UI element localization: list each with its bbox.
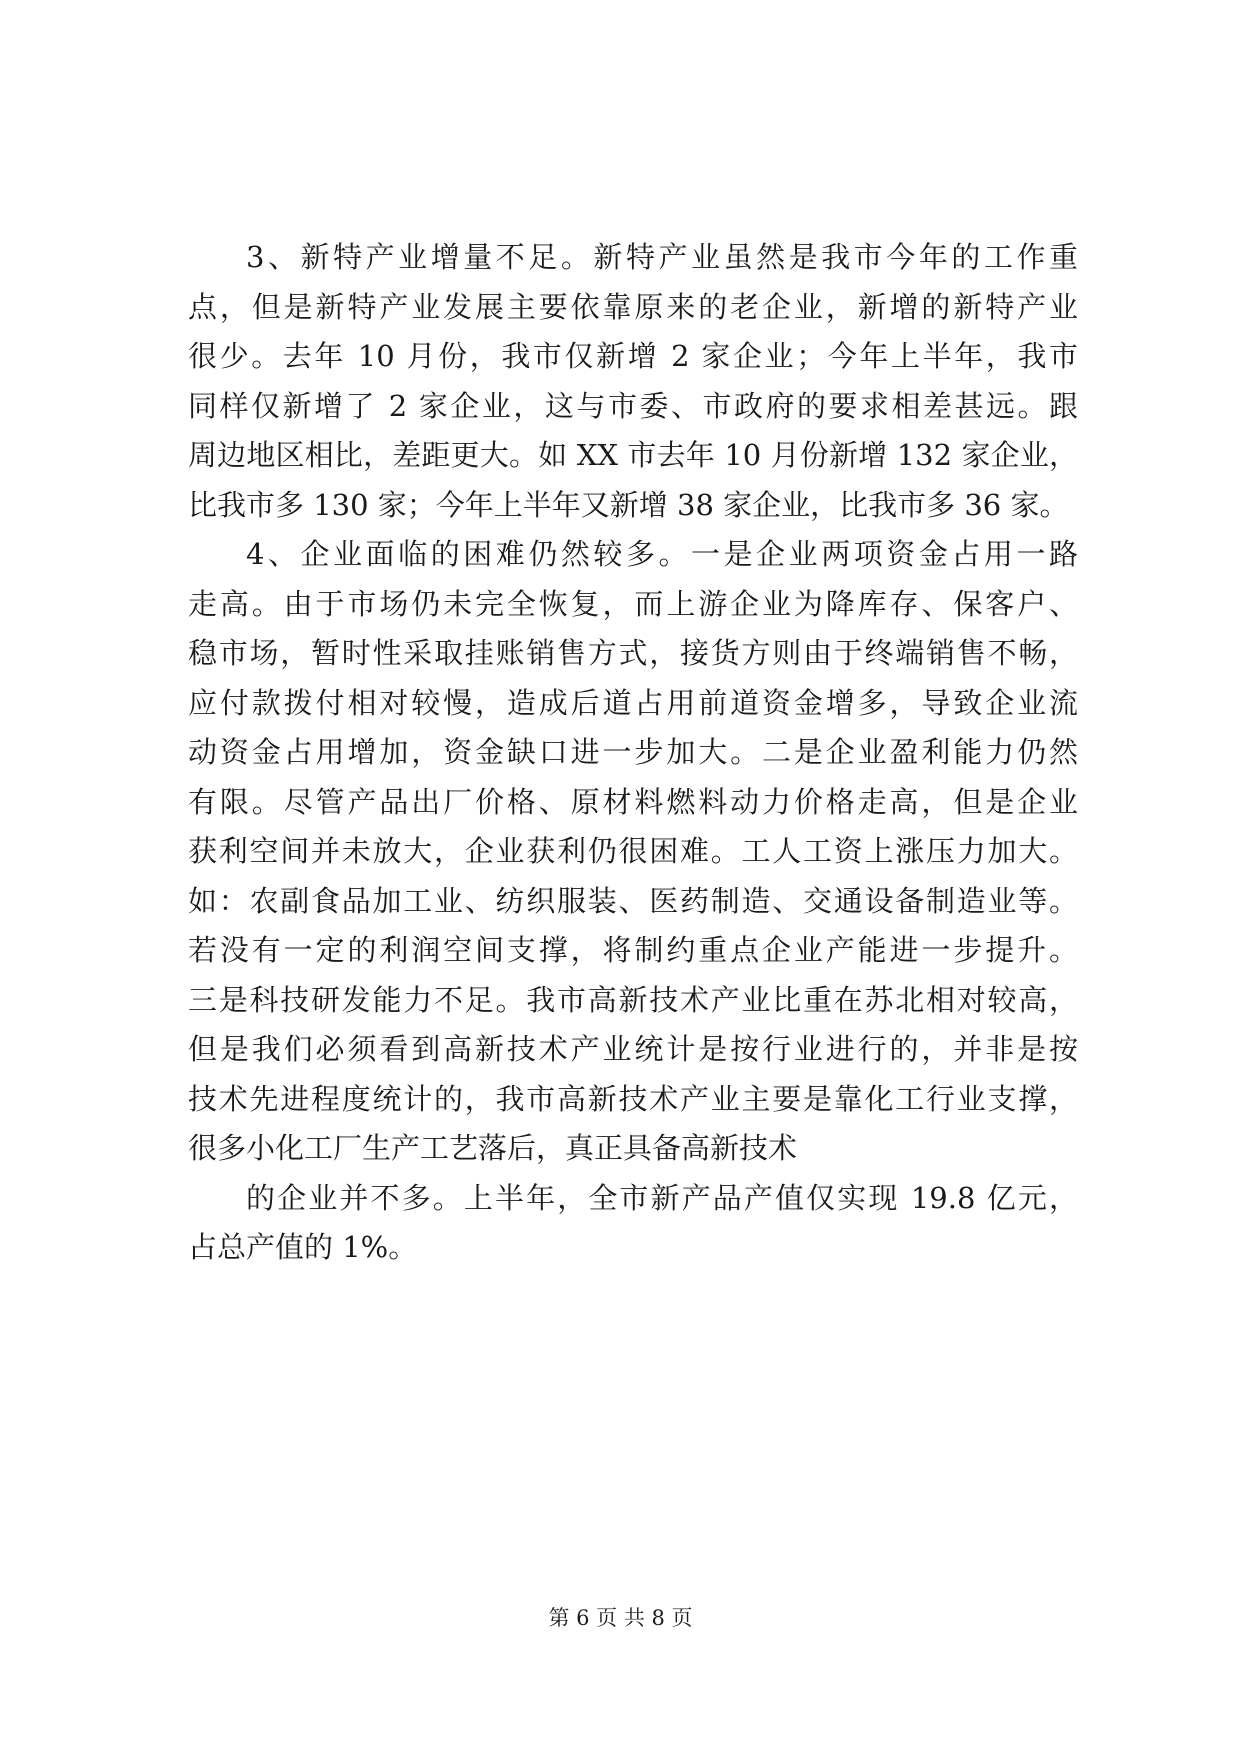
body-text <box>188 233 1078 1273</box>
paragraph-2-line-13: 很多小化工厂生产工艺落后，真正具备高新技术 <box>188 1131 798 1165</box>
paragraph-2-line-4: 应付款拨付相对较慢，造成后道占用前道资金增多，导致企业流 <box>188 685 1078 720</box>
paragraph-1-line-5: 周边地区相比，差距更大。如 XX 市去年 10 月份新增 132 家企业， <box>188 438 1078 472</box>
paragraph-1-line-2: 点，但是新特产业发展主要依靠原来的老企业，新增的新特产业 <box>188 289 1078 324</box>
paragraph-2-line-11: 但是我们必须看到高新技术产业统计是按行业进行的，并非是按 <box>188 1032 1078 1066</box>
paragraph-2-line-1: 4、企业面临的困难仍然较多。一是企业两项资金占用一路 <box>246 537 1078 571</box>
paragraph-2-line-5: 动资金占用增加，资金缺口进一步加大。二是企业盈利能力仍然 <box>188 735 1078 769</box>
page-number-label: 第 6 页 共 8 页 <box>548 1606 693 1630</box>
paragraph-1-line-3: 很少。去年 10 月份，我市仅新增 2 家企业；今年上半年，我市 <box>188 339 1078 373</box>
paragraph-1-line-6: 比我市多 130 家；今年上半年又新增 38 家企业，比我市多 36 家。 <box>188 487 1069 522</box>
paragraph-1-line-1: 3、新特产业增量不足。新特产业虽然是我市今年的工作重 <box>246 240 1078 274</box>
paragraph-2-line-8: 如：农副食品加工业、纺织服装、医药制造、交通设备制造业等。 <box>188 883 1078 918</box>
paragraph-2-line-3: 稳市场，暂时性采取挂账销售方式，接货方则由于终端销售不畅， <box>188 636 1078 670</box>
paragraph-3-line-2: 占总产值的 1%。 <box>188 1230 418 1264</box>
paragraph-3-line-1: 的企业并不多。上半年，全市新产品产值仅实现 19.8 亿元， <box>246 1180 1078 1215</box>
paragraph-2-line-2: 走高。由于市场仍未完全恢复，而上游企业为降库存、保客户、 <box>188 586 1078 621</box>
page-footer <box>0 1604 1241 1632</box>
paragraph-2-line-12: 技术先进程度统计的，我市高新技术产业主要是靠化工行业支撑， <box>188 1081 1078 1116</box>
paragraph-2-line-6: 有限。尽管产品出厂价格、原材料燃料动力价格走高，但是企业 <box>188 784 1078 819</box>
paragraph-2-line-9: 若没有一定的利润空间支撑，将制约重点企业产能进一步提升。 <box>188 933 1078 967</box>
paragraph-2-line-7: 获利空间并未放大，企业获利仍很困难。工人工资上涨压力加大。 <box>188 834 1078 868</box>
paragraph-2-line-10: 三是科技研发能力不足。我市高新技术产业比重在苏北相对较高， <box>188 982 1078 1017</box>
paragraph-1-line-4: 同样仅新增了 2 家企业，这与市委、市政府的要求相差甚远。跟 <box>188 388 1078 423</box>
